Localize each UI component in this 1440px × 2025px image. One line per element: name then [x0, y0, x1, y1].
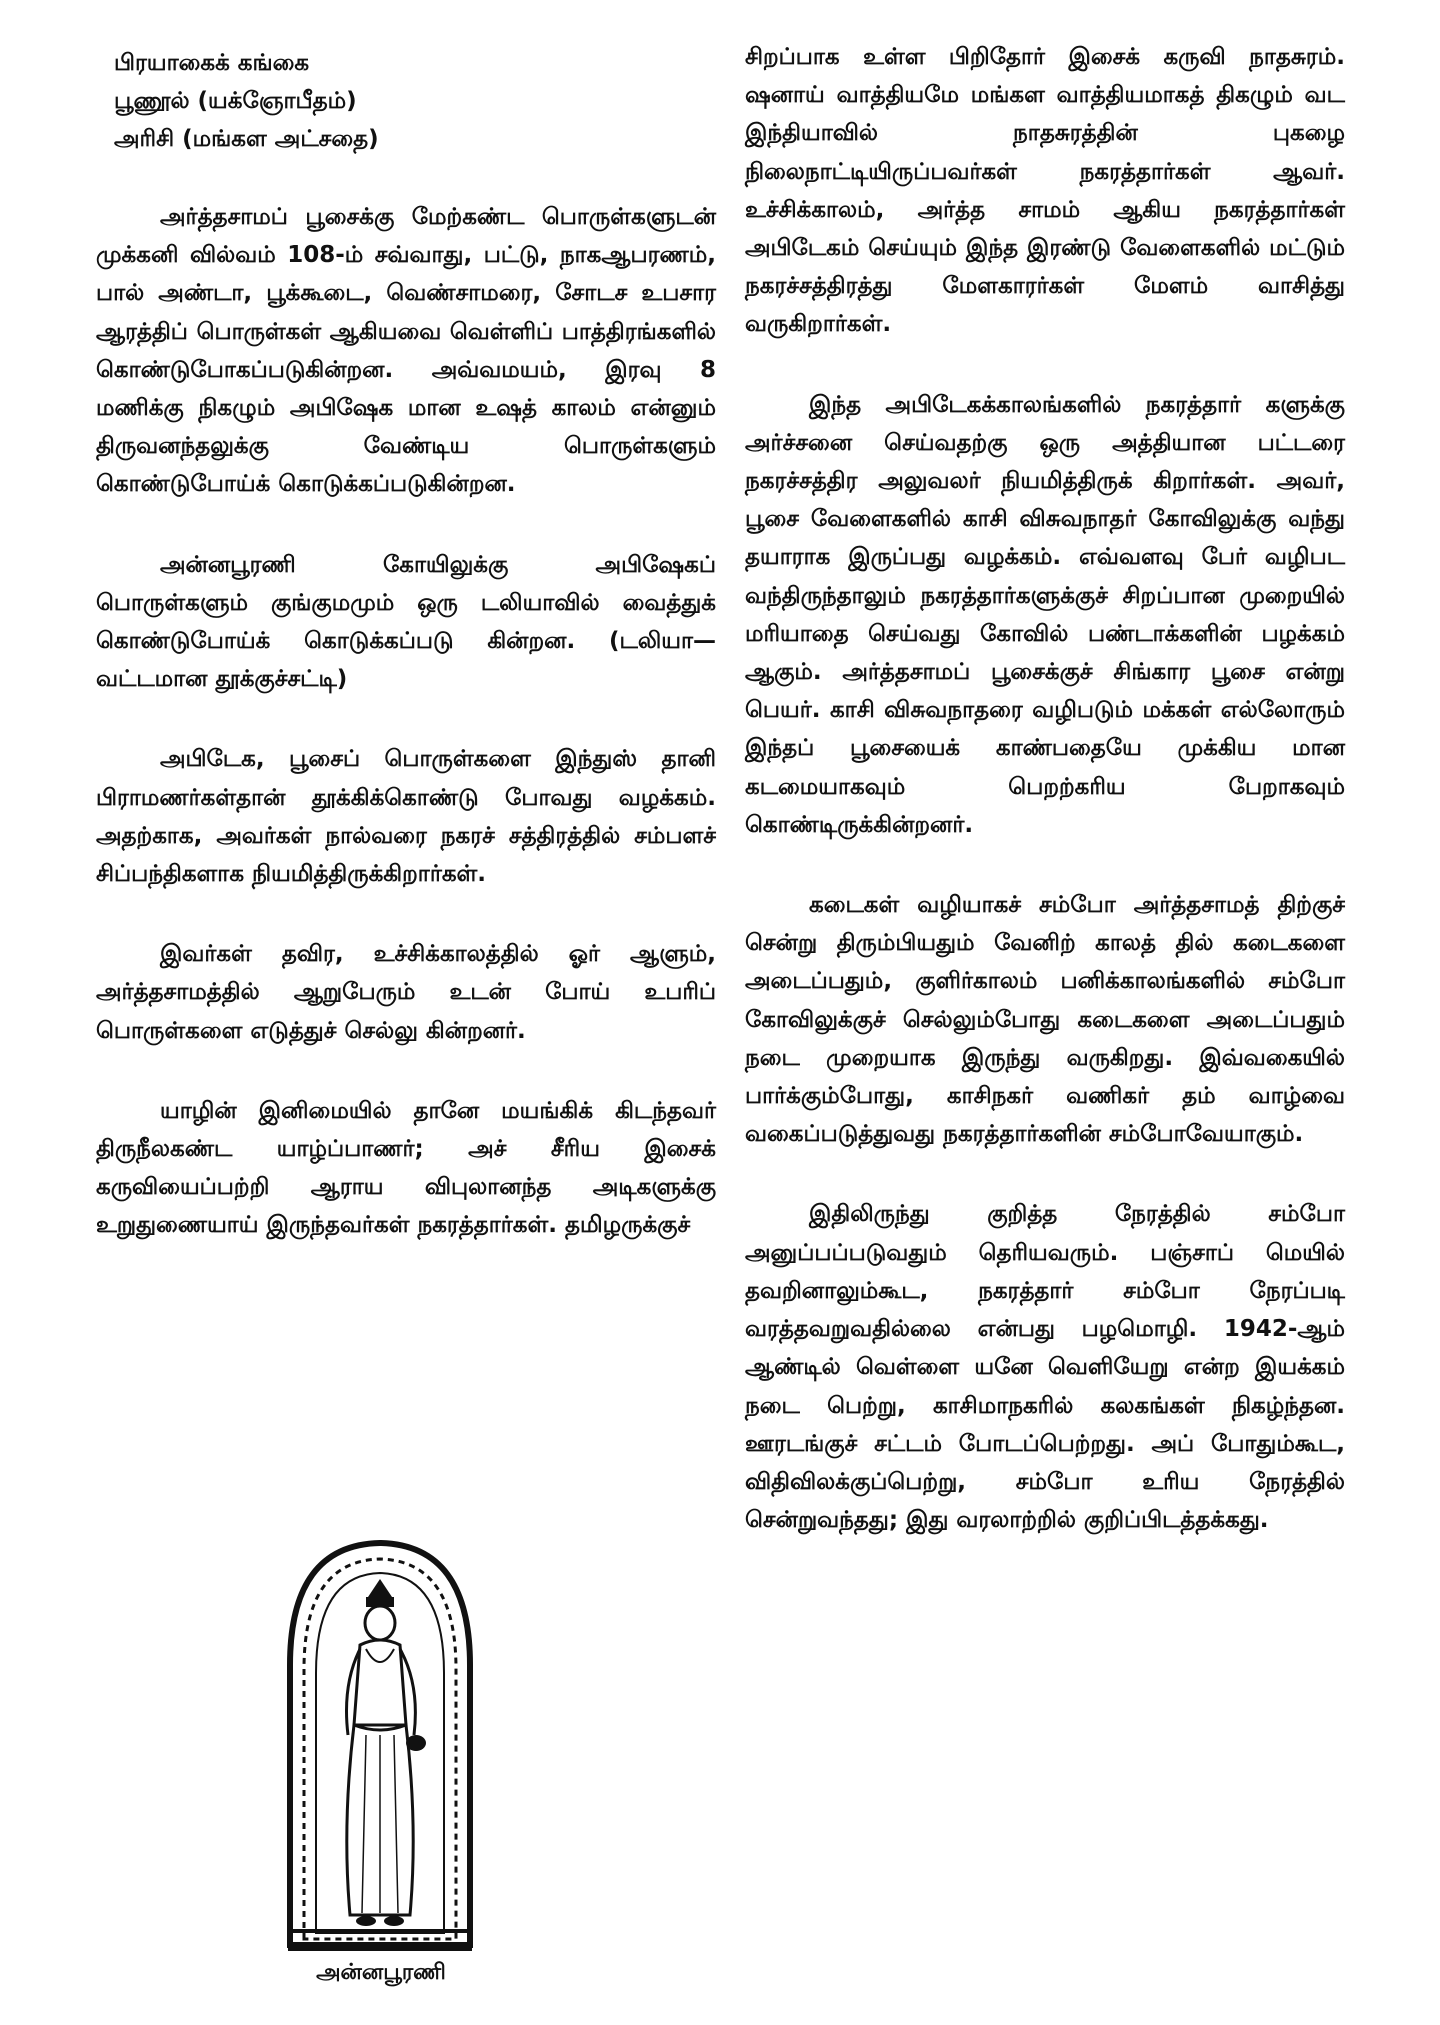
paragraph: கடைகள் வழியாகச் சம்போ அர்த்தசாமத் திற்குச் சென்று திரும்பியதும் வேனிற் காலத் தில் கடைகளை அடைப்பதும், குளிர்காலம் பனிக்காலங்களில் சம்போ கோவிலுக்குச் செல்லும்போது கடைகளை அடைப்பதும் நடை முறையாக இருந்து வருகிறது. இவ்வகையில் பார்க்கும்போது, காசிநகர் வணிகர் தம் வாழ்வை வகைப்படுத்துவது நகரத்தார்களின் சம்போவேயாகும்.	[745, 892, 1345, 1148]
paragraph: அன்னபூரணி கோயிலுக்கு அபிஷேகப் பொருள்களும் குங்குமமும் ஒரு டலியாவில் வைத்துக் கொண்டுபோய்க் கொடுக்கப்படு கின்றன. (டலியா—வட்டமான தூக்குச்சட்டி)	[96, 551, 716, 693]
figure-caption: அன்னபூரணி	[316, 1960, 446, 1985]
left-column	[96, 38, 716, 1287]
list-item: பிரயாகைக் கங்கை	[114, 50, 310, 76]
paragraph: இந்த அபிடேகக்காலங்களில் நகரத்தார் களுக்கு அர்ச்சனை செய்வதற்கு ஒரு அத்தியான பட்டரை நகரச்சத்திர அலுவலர் நியமித்திருக் கிறார்கள். அவர், பூசை வேளைகளில் காசி விசுவநாதர் கோவிலுக்கு வந்து தயாராக இருப்பது வழக்கம். எவ்வளவு பேர் வழிபட வந்திருந்தாலும் நகரத்தார்களுக்குச் சிறப்பான முறையில் மரியாதை செய்வது கோவில் பண்டாக்களின் பழக்கம் ஆகும். அர்த்தசாமப் பூசைக்குச் சிங்கார பூசை என்று பெயர். காசி விசுவநாதரை வழிபடும் மக்கள் எல்லோரும் இந்தப் பூசையைக் காண்பதையே முக்கிய மான கடமையாகவும் பெறற்கரிய பேறாகவும் கொண்டிருக்கின்றனர்.	[745, 391, 1345, 838]
paragraph: இதிலிருந்து குறித்த நேரத்தில் சம்போ அனுப்பப்படுவதும் தெரியவரும். பஞ்சாப் மெயில் தவறினாலும்கூட, நகரத்தார் சம்போ நேரப்படி வரத்தவறுவதில்லை என்பது பழமொழி. 1942-ஆம் ஆண்டில் வெள்ளை யனே வெளியேறு என்ற இயக்கம் நடை பெற்று, காசிமாநகரில் கலகங்கள் நிகழ்ந்தன. ஊரடங்குச் சட்டம் போடப்பெற்றது. அப் போதும்கூட, விதிவிலக்குப்பெற்று, சம்போ உரிய நேரத்தில் சென்றுவந்தது; இது வரலாற்றில் குறிப்பிடத்தக்கது.	[745, 1201, 1345, 1534]
list-item: பூணூல் (யக்ஞோபீதம்)	[114, 88, 357, 114]
paragraph: யாழின் இனிமையில் தானே மயங்கிக் கிடந்தவர் திருநீலகண்ட யாழ்ப்பாணர்; அச் சீரிய இசைக் கருவியைப்பற்றி ஆராய விபுலானந்த அடிகளுக்கு உறுதுணையாய் இருந்தவர்கள் நகரத்தார்கள். தமிழருக்குச்	[96, 1097, 716, 1239]
paragraph: அபிடேக, பூசைப் பொருள்களை இந்துஸ் தானி பிராமணர்கள்தான் தூக்கிக்கொண்டு போவது வழக்கம். அதற்காக, அவர்கள் நால்வரை நகரச் சத்திரத்தில் சம்பளச் சிப்பந்திகளாக நியமித்திருக்கிறார்கள்.	[96, 746, 716, 888]
list-item: அரிசி (மங்கள அட்சதை)	[114, 126, 379, 152]
deity-illustration-icon	[270, 1535, 490, 1955]
offerings-list	[114, 44, 716, 158]
paragraph: சிறப்பாக உள்ள பிறிதோர் இசைக் கருவி நாதசுரம். ஷனாய் வாத்தியமே மங்கள வாத்தியமாகத் திகழும் வட இந்தியாவில் நாதசுரத்தின் புகழை நிலைநாட்டியிருப்பவர்கள் நகரத்தார்கள் ஆவர். உச்சிக்காலம், அர்த்த சாமம் ஆகிய நகரத்தார்கள் அபிடேகம் செய்யும் இந்த இரண்டு வேளைகளில் மட்டும் நகரச்சத்திரத்து மேளகாரர்கள் மேளம் வாசித்து வருகிறார்கள்.	[745, 44, 1345, 338]
paragraph: அர்த்தசாமப் பூசைக்கு மேற்கண்ட பொருள்களுடன் முக்கனி வில்வம் 108-ம் சவ்வாது, பட்டு, நாகஆபரணம், பால் அண்டா, பூக்கூடை, வெண்சாமரை, சோடச உபசார ஆரத்திப் பொருள்கள் ஆகியவை வெள்ளிப் பாத்திரங்களில் கொண்டுபோகப்படுகின்றன. அவ்வமயம், இரவு 8 மணிக்கு நிகழும் அபிஷேக மான உஷத் காலம் என்னும் திருவனந்தலுக்கு வேண்டிய பொருள்களும் கொண்டுபோய்க் கொடுக்கப்படுகின்றன.	[96, 204, 716, 498]
right-column	[745, 38, 1345, 1581]
paragraph: இவர்கள் தவிர, உச்சிக்காலத்தில் ஓர் ஆளும், அர்த்தசாமத்தில் ஆறுபேரும் உடன் போய் உபரிப் பொருள்களை எடுத்துச் செல்லு கின்றனர்.	[96, 941, 716, 1044]
